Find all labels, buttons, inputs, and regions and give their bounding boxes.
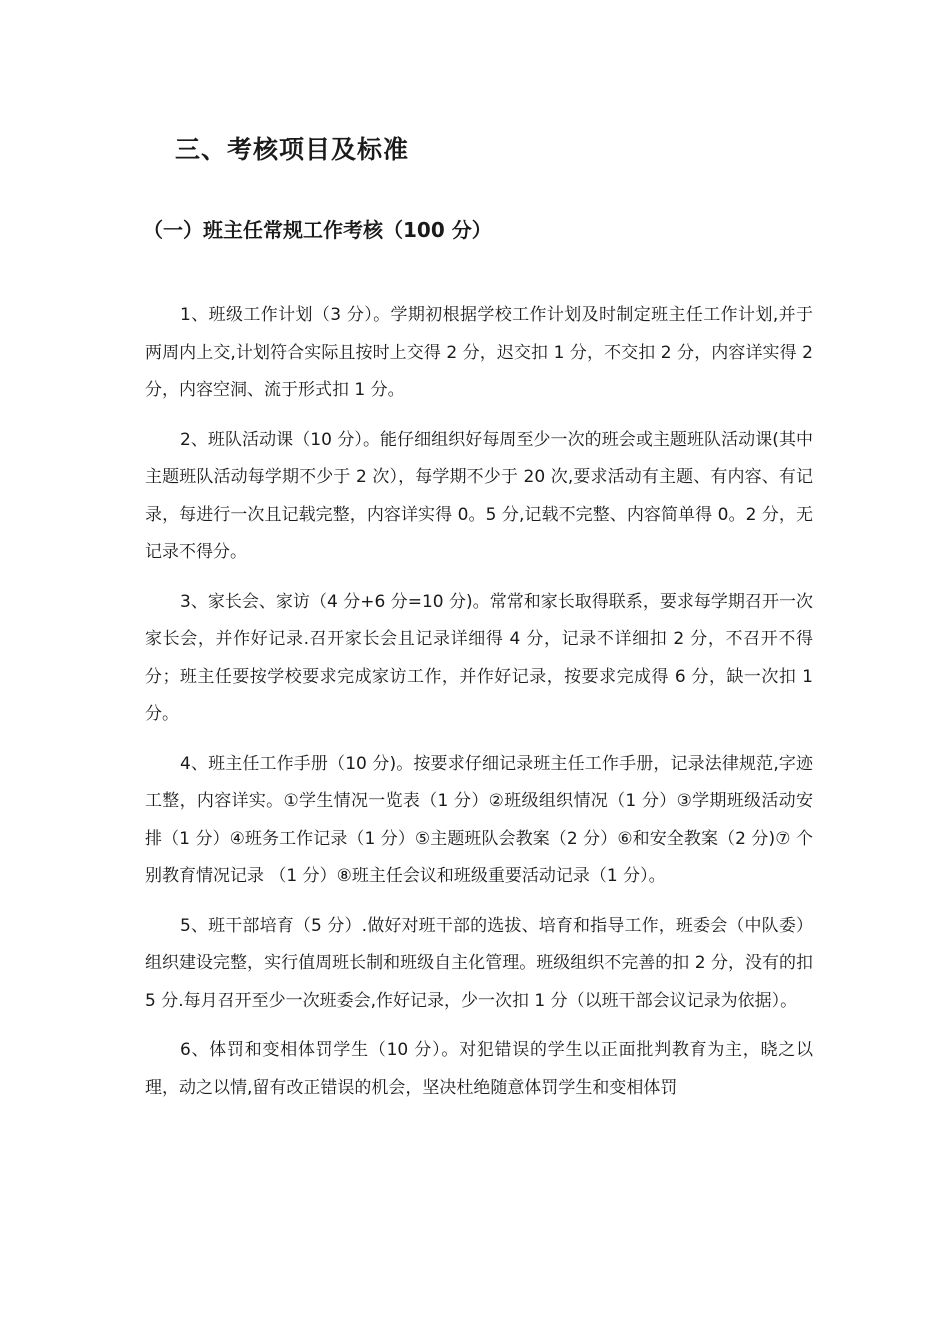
paragraph-corporal-punishment: 6、体罚和变相体罚学生（10 分）。对犯错误的学生以正面批判教育为主，晓之以理，动之以情,留有改正错误的机会，坚决杜绝随意体罚学生和变相体罚 — [145, 1040, 813, 1098]
paragraph-class-activity: 2、班队活动课（10 分）。能仔细组织好每周至少一次的班会或主题班队活动课(其中主题班队活动每学期不少于 2 次），每学期不少于 20 次,要求活动有主题、有内容、有记录，每进行一次且记载完整，内容详实得 0。5 分,记载不完整、内容简单得 0。2 分，无记录不得分。 — [145, 429, 813, 562]
paragraph-cadre-training: 5、班干部培育（5 分）.做好对班干部的选拔、培育和指导工作，班委会（中队委）组织建设完整，实行值周班长制和班级自主化管理。班级组织不完善的扣 2 分，没有的扣 5 分.每月召开至少一次班委会,作好记录，少一次扣 1 分（以班干部会议记录为依据）。 — [145, 915, 813, 1011]
paragraph-parent-meeting: 3、家长会、家访（4 分+6 分=10 分)。常常和家长取得联系，要求每学期召开一次家长会，并作好记录.召开家长会且记录详细得 4 分，记录不详细扣 2 分，不召开不得分；班主任要按学校要求完成家访工作，并作好记录，按要求完成得 6 分，缺一次扣 1 分。 — [145, 591, 813, 724]
sub-title: （一）班主任常规工作考核（100 分） — [143, 218, 492, 242]
paragraph-work-handbook: 4、班主任工作手册（10 分)。按要求仔细记录班主任工作手册，记录法律规范,字迹工整，内容详实。①学生情况一览表（1 分）②班级组织情况（1 分）③学期班级活动安排（1 分）④班务工作记录（1 分）⑤主题班队会教案（2 分）⑥和安全教案（2 分)⑦ 个别教育情况记录 （1 分）⑧班主任会议和班级重要活动记录（1 分）。 — [145, 753, 813, 886]
paragraph-work-plan: 1、班级工作计划（3 分）。学期初根据学校工作计划及时制定班主任工作计划,并于两周内上交,计划符合实际且按时上交得 2 分，迟交扣 1 分，不交扣 2 分，内容详实得 2 分，内容空洞、流于形式扣 1 分。 — [145, 305, 813, 400]
body-text — [145, 297, 813, 1119]
section-title: 三、考核项目及标准 — [175, 135, 410, 164]
